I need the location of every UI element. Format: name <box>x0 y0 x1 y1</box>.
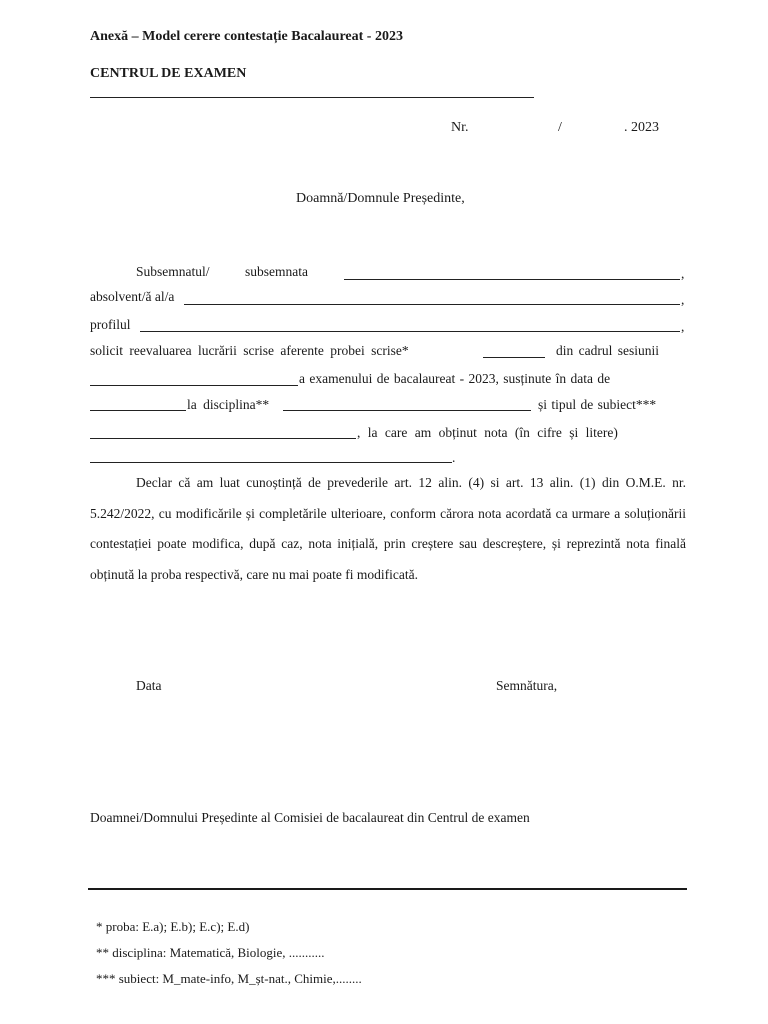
nota-text: , la care am obținut nota (în cifre și litere) <box>357 425 618 440</box>
nr-year: . 2023 <box>624 120 659 135</box>
footnote-subiect: *** subiect: M_mate-info, M_șt-nat., Chimie,........ <box>96 971 362 986</box>
absolvent-label: absolvent/ă al/a <box>90 289 175 304</box>
addressee-line: Doamnei/Domnului Președinte al Comisiei de bacalaureat din Centrul de examen <box>90 810 530 825</box>
footnote-disciplina: ** disciplina: Matematică, Biologie, ........... <box>96 945 325 960</box>
nota-field-line[interactable] <box>90 462 452 463</box>
din-cadrul-text: din cadrul sesiunii <box>556 343 659 358</box>
line2-comma: , <box>681 292 685 307</box>
profilul-label: profilul <box>90 317 131 332</box>
exam-center-heading: CENTRUL DE EXAMEN <box>90 66 247 81</box>
exam-center-line <box>90 97 534 98</box>
profilul-field-line[interactable] <box>140 331 680 332</box>
salutation: Doamnă/Domnule Președinte, <box>296 191 465 206</box>
annex-title: Anexă – Model cerere contestație Bacalaureat - 2023 <box>90 29 403 44</box>
date-label: Data <box>136 678 162 693</box>
tipul-subiect-text: și tipul de subiect*** <box>538 397 657 412</box>
la-disciplina-text: la disciplina** <box>187 397 270 412</box>
disciplina-field-line[interactable] <box>283 410 531 411</box>
nr-slash: / <box>558 120 562 135</box>
name-field-line[interactable] <box>344 279 680 280</box>
footnote-separator <box>88 888 687 890</box>
date-field-line[interactable] <box>90 410 186 411</box>
absolvent-field-line[interactable] <box>184 304 680 305</box>
subsemnatul-label: Subsemnatul/ <box>136 264 210 279</box>
nota-period: . <box>452 450 456 465</box>
line1-comma: , <box>681 266 685 281</box>
footnote-proba: * proba: E.a); E.b); E.c); E.d) <box>96 919 250 934</box>
proba-field-line[interactable] <box>483 357 545 358</box>
signature-label: Semnătura, <box>496 678 558 693</box>
sesiune-field-line[interactable] <box>90 385 298 386</box>
subsemnata-label: subsemnata <box>245 264 308 279</box>
nr-label: Nr. <box>451 120 469 135</box>
solicit-text: solicit reevaluarea lucrării scrise aferente probei scrise* <box>90 343 409 358</box>
declaration-paragraph: Declar că am luat cunoștință de prevederile art. 12 alin. (4) si art. 13 alin. (1) din O.M.E. nr. 5.242/2022, cu modificările și completările ulterioare, conform cărora nota acordată ca urmare a soluționării contestației poate modifica, după caz, nota inițială, prin creștere sau descreștere, și reprezintă nota finală obținută la proba respectivă, care nu mai poate fi modificată. <box>90 475 686 582</box>
examenului-text: a examenului de bacalaureat - 2023, susținute în data de <box>299 371 611 386</box>
line3-comma: , <box>681 319 685 334</box>
subiect-field-line[interactable] <box>90 438 356 439</box>
